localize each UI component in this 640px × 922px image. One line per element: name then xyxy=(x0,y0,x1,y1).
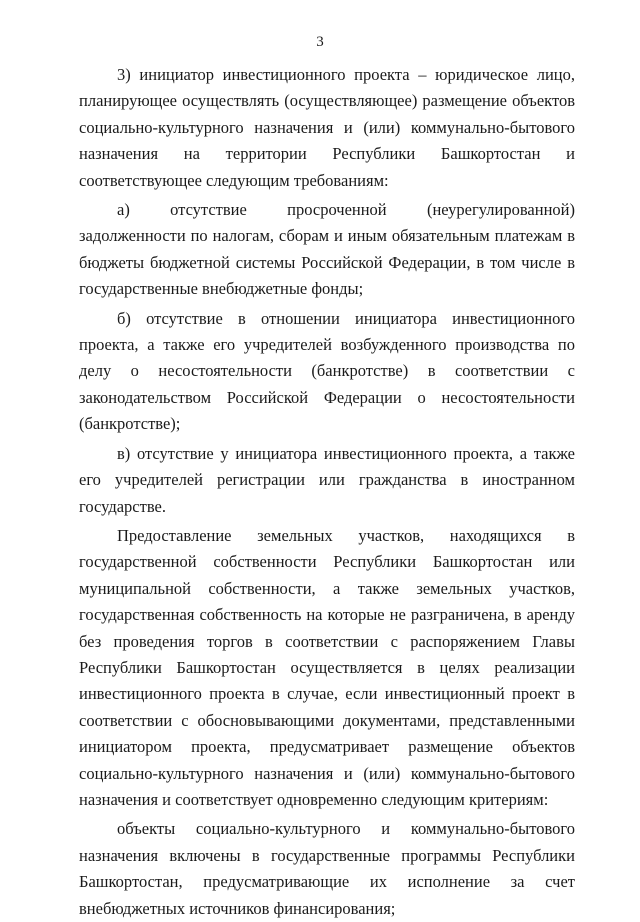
paragraph-initiator-definition: 3) инициатор инвестиционного проекта – юридическое лицо, планирующее осуществлять (осуществляющее) размещение объектов социально-культурного назначения и (или) коммунально-бытового назначения на территории Республики Башкортостан и соответствующее следующим требованиям: xyxy=(79,65,575,190)
paragraph-requirement-c: в) отсутствие у инициатора инвестиционного проекта, а также его учредителей регистрации или гражданства в иностранном государстве. xyxy=(79,443,575,516)
document-body xyxy=(79,62,575,922)
paragraph-requirement-a: а) отсутствие просроченной (неурегулированной) задолженности по налогам, сборам и иным обязательным платежам в бюджеты бюджетной системы Российской Федерации, в том числе в государственные внебюджетные фонды; xyxy=(79,200,575,299)
page-number: 3 xyxy=(316,34,324,50)
paragraph-requirement-b: б) отсутствие в отношении инициатора инвестиционного проекта, а также его учредителей возбужденного производства по делу о несостоятельности (банкротстве) в соответствии с законодательством Российской Федерации о несостоятельности (банкротстве); xyxy=(79,308,575,434)
paragraph-criteria-programs: объекты социально-культурного и коммунально-бытового назначения включены в государственные программы Республики Башкортостан, предусматривающие их исполнение за счет внебюджетных источников финансирования; xyxy=(79,819,575,918)
paragraph-land-provision: Предоставление земельных участков, находящихся в государственной собственности Республики Башкортостан или муниципальной собственности, а также земельных участков, государственная собственность на которые не разграничена, в аренду без проведения торгов в соответствии с распоряжением Главы Республики Башкортостан осуществляется в целях реализации инвестиционного проекта в случае, если инвестиционный проект в соответствии с обосновывающими документами, представленными инициатором проекта, предусматривает размещение объектов социально-культурного назначения и (или) коммунально-бытового назначения и соответствует одновременно следующим критериям: xyxy=(79,525,575,809)
